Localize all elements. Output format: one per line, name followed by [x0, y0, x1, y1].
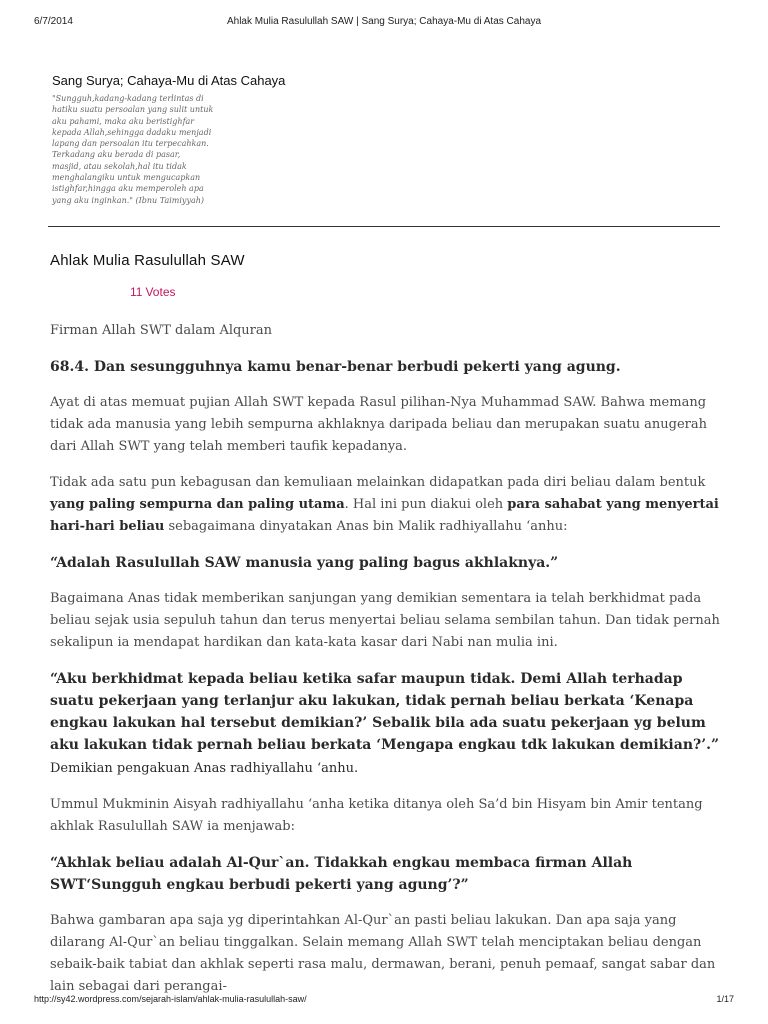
text-run: . Hal ini pun diakui oleh [344, 497, 508, 512]
paragraph-quran: Bahwa gambaran apa saja yg diperintahkan Al-Qur`an pasti beliau lakukan. Dan apa saja yang dilarang Al-Qur`an beliau tinggalkan. Selain memang Allah SWT telah menciptakan beliau dengan sebaik-baik tabiat dan akhlak seperti rasa malu, dermawan, berani, penuh pemaaf, sangat sabar dan lain sebagai dari perangai- [50, 913, 716, 994]
quote-text: “Akhlak beliau adalah Al-Qur`an. Tidakkah engkau membaca firman Allah SWT‘Sungguh engkau berbudi pekerti yang agung’?” [50, 855, 633, 893]
votes-count: 11 [130, 285, 143, 299]
site-description-line: istighfar,hingga aku memperoleh apa [52, 184, 204, 194]
site-description-line: lapang dan persoalan itu terpecahkan. [52, 139, 209, 149]
quote-text: “Adalah Rasulullah SAW manusia yang paling bagus akhlaknya.” [50, 555, 559, 571]
site-description-line: masjid, atau sekolah,hal itu tidak [52, 161, 187, 171]
verse-text: 68.4. Dan sesungguhnya kamu benar-benar berbudi pekerti yang agung. [50, 359, 621, 375]
site-description-line: aku pahami, maka aku beristighfar [52, 116, 195, 126]
site-description-line: hatiku suatu persoalan yang sulit untuk [52, 105, 214, 115]
page-number: 1/17 [716, 994, 734, 1004]
site-description-line: menghalangiku untuk mengucapkan [52, 173, 201, 183]
text-run: Tidak ada satu pun kebagusan dan kemuliaan melainkan didapatkan pada diri beliau dalam bentuk [50, 475, 706, 490]
bold-run: para sahabat yang menyertai hari-hari beliau [50, 497, 719, 534]
paragraph-intro: Firman Allah SWT dalam Alquran [50, 323, 273, 338]
print-header [34, 16, 734, 30]
quote-aisyah [50, 852, 722, 896]
site-description-line: Terkadang aku berada di pasar, [52, 150, 181, 160]
quote-service [50, 668, 732, 780]
site-description [52, 93, 232, 206]
print-date: 6/7/2014 [34, 16, 73, 27]
site-description-line: yang aku inginkan." (Ibnu Taimiyyah) [52, 195, 205, 205]
site-description-line: kepada Allah,sehingga dadaku menjadi [52, 127, 212, 137]
paragraph-praise: Ayat di atas memuat pujian Allah SWT kepada Rasul pilihan-Nya Muhammad SAW. Bahwa memang tidak ada manusia yang lebih sempurna akhlaknya daripada beliau dan merupakan suatu anugerah dari Allah SWT yang telah memberi taufik kepadanya. [50, 395, 708, 454]
paragraph-perfection [50, 472, 722, 538]
print-title: Ahlak Mulia Rasulullah SAW | Sang Surya; Cahaya-Mu di Atas Cahaya [226, 16, 542, 27]
paragraph-verse [50, 356, 722, 378]
print-footer [34, 994, 734, 1008]
paragraph-anas: Bagaimana Anas tidak memberikan sanjungan yang demikian sementara ia telah berkhidmat pada beliau sejak usia sepuluh tahun dan terus menyertai beliau selama sembilan tahun. Dan tidak pernah sekalipun ia mendapat hardikan dan kata-kata kasar dari Nabi nan mulia ini. [50, 591, 720, 650]
site-title[interactable]: Sang Surya; Cahaya-Mu di Atas Cahaya [52, 73, 286, 88]
text-run: Demikian pengakuan Anas radhiyallahu ‘anhu. [50, 738, 732, 776]
site-description-line: "Sungguh,kadang-kadang terlintas di [52, 94, 204, 103]
votes-counter[interactable] [130, 285, 176, 299]
votes-label: Votes [145, 285, 176, 299]
post-title[interactable]: Ahlak Mulia Rasulullah SAW [50, 252, 245, 269]
bold-run: yang paling sempurna dan paling utama [50, 497, 345, 512]
quote-text: “Aku berkhidmat kepada beliau ketika safar maupun tidak. Demi Allah terhadap suatu pekerjaan yang terlanjur aku lakukan, tidak pernah beliau berkata ‘Kenapa engkau lakukan hal tersebut demikian?’ Sebalik bila ada suatu pekerjaan yg belum aku lakukan tidak pernah beliau berkata ‘Mengapa engkau tdk lakukan demikian?’.” [50, 671, 719, 753]
print-url: http://sy42.wordpress.com/sejarah-islam/ahlak-mulia-rasulullah-saw/ [34, 994, 307, 1004]
header-divider [48, 226, 720, 227]
text-run: sebagaimana dinyatakan Anas bin Malik radhiyallahu ‘anhu: [164, 519, 568, 534]
quote-anas [50, 552, 722, 574]
paragraph-aisyah: Ummul Mukminin Aisyah radhiyallahu ‘anha ketika ditanya oleh Sa’d bin Hisyam bin Amir tentang akhlak Rasulullah SAW ia menjawab: [50, 797, 703, 834]
